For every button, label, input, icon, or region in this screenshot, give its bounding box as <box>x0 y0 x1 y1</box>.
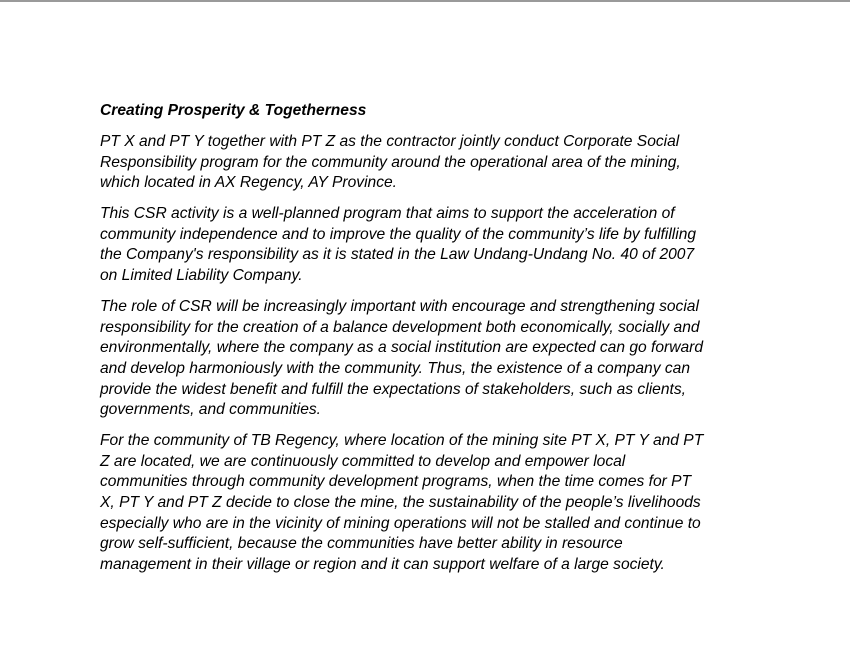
paragraph-4: For the community of TB Regency, where location of the mining site PT X, PT Y and PT Z are located, we are continuously committed to develop and empower local communities through community development programs, when the time comes for PT X, PT Y and PT Z decide to close the mine, the sustainability of the people’s livelihoods especially who are in the vicinity of mining operations will not be stalled and continue to grow self-sufficient, because the communities have better ability in resource management in their village or region and it can support welfare of a large society. <box>100 432 704 573</box>
paragraph-1: PT X and PT Y together with PT Z as the contractor jointly conduct Corporate Social Responsibility program for the community around the operational area of the mining, which located in AX Regency, AY Province. <box>100 133 681 192</box>
document-page <box>100 100 760 586</box>
paragraph-3: The role of CSR will be increasingly important with encourage and strengthening social responsibility for the creation of a balance development both economically, socially and environmentally, where the company as a social institution are expected can go forward and develop harmoniously with the community. Thus, the existence of a company can provide the widest benefit and fulfill the expectations of stakeholders, such as clients, governments, and communities. <box>100 298 703 419</box>
paragraph-2: This CSR activity is a well-planned program that aims to support the acceleration of community independence and to improve the quality of the community’s life by fulfilling the Company's responsibility as it is stated in the Law Undang-Undang No. 40 of 2007 on Limited Liability Company. <box>100 205 697 285</box>
top-border <box>0 0 850 2</box>
section-heading: Creating Prosperity & Togetherness <box>100 102 367 119</box>
